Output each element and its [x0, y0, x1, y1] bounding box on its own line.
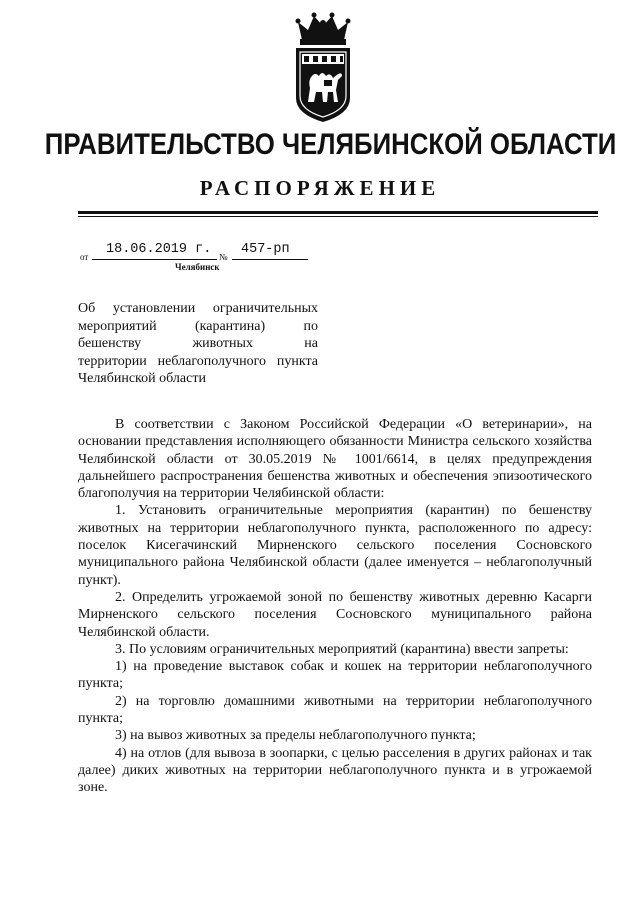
ban-2-paragraph: 2) на торговлю домашними животными на территории неблагополучного пункта; [78, 693, 592, 727]
document-date: 18.06.2019 г. [106, 242, 212, 257]
subject-line: Челябинской области [78, 371, 206, 387]
document-body [78, 416, 592, 797]
ban-4-paragraph: 4) на отлов (для вывоза в зоопарки, с целью расселения в других районах и так далее) диких животных на территории неблагополучного пункта и в угрожаемой зоне. [78, 745, 592, 796]
from-label: от [80, 252, 89, 262]
document-number: 457-рп [241, 242, 290, 257]
ban-3-paragraph: 3) на вывоз животных за пределы неблагополучного пункта; [115, 728, 476, 744]
number-label: № [219, 252, 228, 262]
number-underline [232, 259, 308, 260]
clause-3-paragraph: 3. По условиям ограничительных мероприятий (карантина) ввести запреты: [115, 641, 569, 657]
date-underline [92, 259, 217, 260]
clause-1-paragraph: 1. Установить ограничительные мероприятия (карантин) по бешенству животных на территории неблагополучного пункта, расположенного по адресу: поселок Кисегачинский Мирненского сельского поселения Сосновского муниципального района Челябинской области (далее именуется – неблагополучный пункт). [78, 503, 592, 588]
clause-2-paragraph: 2. Определить угрожаемой зоной по бешенству животных деревню Касарги Мирненского сельского поселения Сосновского муниципального района Челябинской области. [78, 589, 592, 640]
date-number-row [78, 242, 338, 264]
header-double-rule-thin [78, 216, 598, 217]
subject-line: Об установлении ограничительных [78, 301, 318, 316]
subject-line: территории неблагополучного пункта [78, 353, 318, 369]
document-type: РАСПОРЯЖЕНИЕ [199, 176, 441, 200]
ban-1-paragraph: 1) на проведение выставок собак и кошек на территории неблагополучного пункта; [78, 659, 592, 692]
subject-line: мероприятий (карантина) по [78, 318, 318, 334]
government-title: ПРАВИТЕЛЬСТВО ЧЕЛЯБИНСКОЙ ОБЛАСТИ [44, 128, 617, 161]
document-subject [78, 300, 318, 388]
subject-line: бешенству животных на [78, 336, 318, 352]
header-double-rule-thick [78, 211, 598, 214]
chelyabinsk-coat-of-arms-icon [288, 10, 358, 130]
city-label: Челябинск [175, 262, 220, 272]
preamble-paragraph: В соответствии с Законом Российской Федерации «О ветеринарии», на основании представления исполняющего обязанности Министра сельского хозяйства Челябинской области от 30.05.2019 № 1001/6614, в целях предупреждения дальнейшего распространения бешенства животных и обеспечения эпизоотического благополучия на территории Челябинской области: [78, 417, 592, 502]
